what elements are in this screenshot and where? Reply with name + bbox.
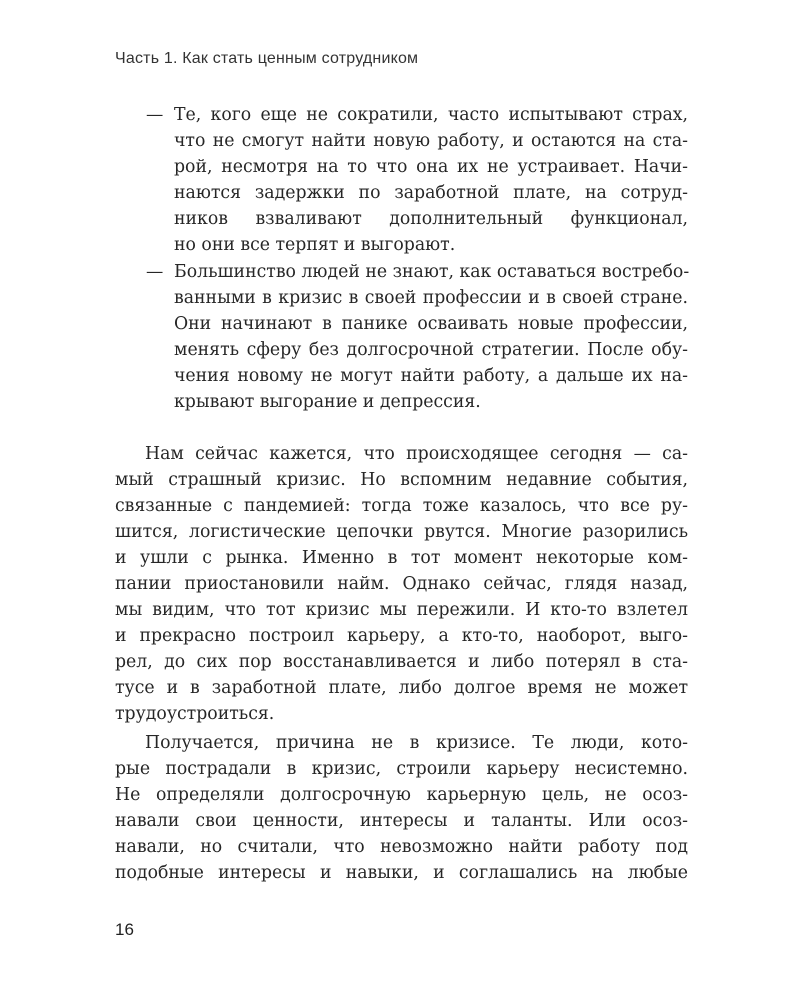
bullet-line: менять сферу без долгосрочной стратегии. После обу- (174, 340, 688, 360)
paragraph-line: мый страшный кризис. Но вспомним недавние события, (115, 470, 688, 490)
paragraph-line: трудоустроиться. (115, 704, 275, 724)
paragraph-line: связанные с пандемией: тогда тоже казалось, что все ру- (115, 496, 688, 516)
running-head: Часть 1. Как стать ценным сотрудником (115, 50, 419, 67)
bullet-line: но они все терпят и выгорают. (174, 235, 456, 255)
bullet-line: что не смогут найти новую работу, и остаются на ста- (174, 131, 688, 151)
paragraph-line: тусе и в заработной плате, либо долгое время не может (115, 678, 688, 698)
paragraph-line: мы видим, что тот кризис мы пережили. И кто-то взлетел (115, 600, 688, 620)
bullet-dash: — (146, 262, 164, 282)
paragraph-line: рел, до сих пор восстанавливается и либо потерял в ста- (115, 652, 688, 672)
paragraph-line: рые пострадали в кризис, строили карьеру несистемно. (115, 759, 688, 779)
paragraph-line: пании приостановили найм. Однако сейчас, глядя назад, (115, 574, 688, 594)
paragraph-line: Не определяли долгосрочную карьерную цель, не осоз- (115, 785, 688, 805)
bullet-line: рой, несмотря на то что она их не устраивает. Начи- (174, 157, 688, 177)
bullet-line: наются задержки по заработной плате, на сотруд- (174, 183, 688, 203)
paragraph-line: Получается, причина не в кризисе. Те люди, кото- (145, 733, 688, 753)
paragraph-line: навали свои ценности, интересы и таланты. Или осоз- (115, 811, 688, 831)
bullet-dash: — (146, 105, 164, 125)
paragraph-line: Нам сейчас кажется, что происходящее сегодня — са- (145, 444, 688, 464)
paragraph-line: и прекрасно построил карьеру, а кто-то, наоборот, выго- (115, 626, 688, 646)
paragraph-line: и ушли с рынка. Именно в тот момент некоторые ком- (115, 548, 688, 568)
page-number: 16 (115, 920, 134, 939)
bullet-line: Большинство людей не знают, как оставаться востребо- (174, 262, 690, 282)
paragraph-line: подобные интересы и навыки, и соглашались на любые (115, 863, 688, 883)
bullet-line: крывают выгорание и депрессия. (174, 392, 481, 412)
bullet-line: ванными в кризис в своей профессии и в своей стране. (174, 288, 688, 308)
bullet-line: Те, кого еще не сократили, часто испытывают страх, (174, 105, 688, 125)
paragraph-line: шится, логистические цепочки рвутся. Многие разорились (115, 522, 688, 542)
bullet-line: Они начинают в панике осваивать новые профессии, (174, 314, 688, 334)
bullet-line: ников взваливают дополнительный функционал, (174, 209, 688, 229)
bullet-line: чения новому не могут найти работу, а дальше их на- (174, 366, 688, 386)
paragraph-line: навали, но считали, что невозможно найти работу под (115, 837, 688, 857)
